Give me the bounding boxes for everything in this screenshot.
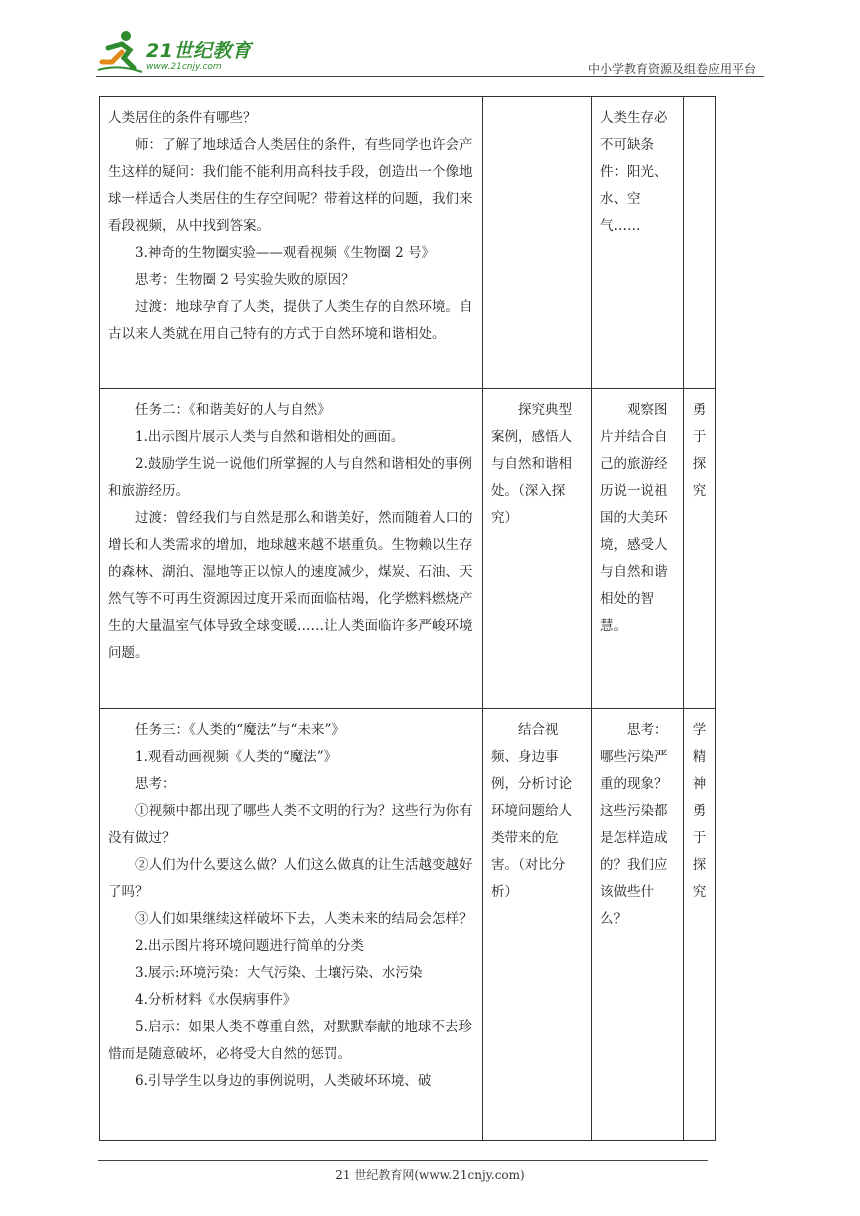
cell-paragraph: 师：了解了地球适合人类居住的条件，有些同学也许会产生这样的疑问：我们能不能利用高科技手段，创造出一个像地球一样适合人类居住的生存空间呢？带着这样的问题，我们来看段视频，从中找到答案。: [108, 137, 473, 234]
cell-paragraph: 1.观看动画视频《人类的“魔法”》: [135, 749, 338, 765]
cell-paragraph: 5.启示：如果人类不尊重自然，对默默奉献的地球不去珍惜而是随意破坏，必将受大自然的惩罚。: [108, 1019, 472, 1062]
cell-paragraph: 任务三：《人类的“魔法”与“未来”》: [135, 722, 345, 738]
footer-divider: [98, 1160, 708, 1161]
design-intent-cell: [483, 389, 592, 709]
lesson-table: [99, 96, 716, 1141]
value-cell: 勇于探究: [684, 389, 716, 709]
cell-paragraph: ③人们如果继续这样破坏下去，人类未来的结局会怎样？: [135, 911, 473, 927]
cell-paragraph: 过渡：曾经我们与自然是那么和谐美好，然而随着人口的增长和人类需求的增加，地球越来越不堪重负。生物赖以生存的森林、湖泊、湿地等正以惊人的速度减少，煤炭、石油、天然气等不可再生资源因过度开采而面临枯竭，化学燃料燃烧产生的大量温室气体导致全球变暖……让人类面临许多严峻环境问题。: [108, 510, 473, 661]
cell-paragraph: 2.出示图片将环境问题进行简单的分类: [135, 938, 364, 954]
student-activity-cell: [592, 389, 684, 709]
cell-paragraph: 思考：哪些污染严重的现象？这些污染都是怎样造成的？我们应该做些什么？: [600, 722, 668, 927]
cell-paragraph: 人类生存必不可缺条件：阳光、水、空气……: [600, 110, 668, 234]
cell-paragraph: 思考：生物圈 2 号实验失败的原因？: [135, 272, 355, 288]
cell-paragraph: 4.分析材料《水俣病事件》: [135, 992, 297, 1008]
cell-paragraph: 探究典型案例，感悟人与自然和谐相处。（深入探究）: [491, 402, 572, 526]
design-intent-cell: [483, 709, 592, 1141]
cell-paragraph: ②人们为什么要这么做？人们这么做真的让生活越变越好了吗？: [108, 857, 473, 900]
teacher-activity-cell: [100, 709, 483, 1141]
cell-paragraph: 6.引导学生以身边的事例说明，人类破坏环境、破: [135, 1073, 432, 1089]
logo: [96, 28, 266, 76]
cell-paragraph: 过渡：地球孕育了人类，提供了人类生存的自然环境。自古以来人类就在用自己特有的方式于自然环境和谐相处。: [108, 299, 473, 342]
table-row: [100, 709, 716, 1141]
cell-paragraph: 结合视频、身边事例，分析讨论环境问题给人类带来的危害。（对比分析）: [491, 722, 572, 900]
runner-logo-icon: [96, 28, 144, 74]
page-footer: 21 世纪教育网(www.21cnjy.com): [335, 1168, 525, 1182]
cell-paragraph: 3.神奇的生物圈实验——观看视频《生物圈 2 号》: [135, 245, 436, 261]
cell-paragraph: ①视频中都出现了哪些人类不文明的行为？这些行为你有没有做过？: [108, 803, 473, 846]
teacher-activity-cell: [100, 97, 483, 389]
logo-url-text: www.21cnjy.com: [146, 62, 222, 72]
logo-brand-text: 21世纪教育: [146, 40, 252, 62]
header-platform-text: 中小学教育资源及组卷应用平台: [587, 62, 756, 76]
cell-paragraph: 1.出示图片展示人类与自然和谐相处的画面。: [135, 429, 405, 445]
design-intent-cell: [483, 97, 592, 389]
value-cell: 学精神勇于探究: [684, 709, 716, 1141]
table-row: [100, 389, 716, 709]
value-cell: [684, 97, 716, 389]
student-activity-cell: [592, 97, 684, 389]
page-header: [96, 28, 764, 78]
teacher-activity-cell: [100, 389, 483, 709]
student-activity-cell: [592, 709, 684, 1141]
cell-paragraph: 人类居住的条件有哪些？: [108, 110, 257, 126]
cell-paragraph: 任务二：《和谐美好的人与自然》: [135, 402, 331, 418]
cell-paragraph: 观察图片并结合自己的旅游经历说一说祖国的大美环境，感受人与自然和谐相处的智慧。: [600, 402, 668, 634]
cell-paragraph: 2.鼓励学生说一说他们所掌握的人与自然和谐相处的事例和旅游经历。: [108, 456, 472, 499]
cell-paragraph: 思考：: [135, 776, 176, 792]
table-row: [100, 97, 716, 389]
header-divider: [96, 76, 764, 77]
cell-paragraph: 3.展示:环境污染：大气污染、土壤污染、水污染: [135, 965, 423, 981]
